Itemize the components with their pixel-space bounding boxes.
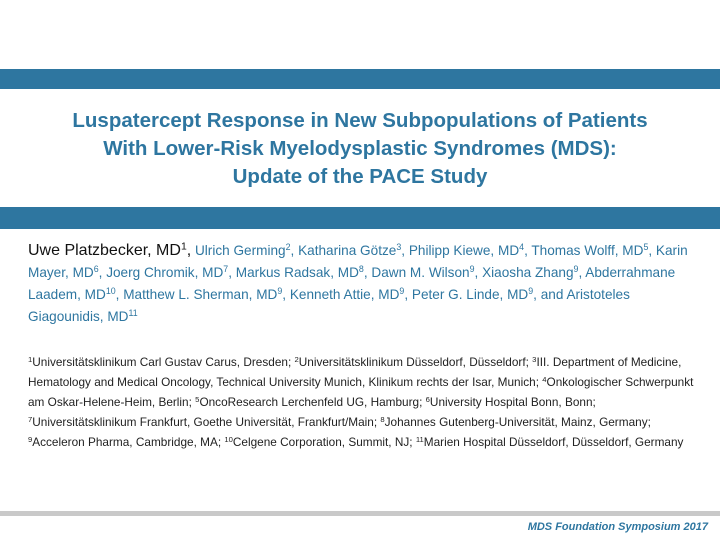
author-affiliation-ref: 7 (223, 264, 229, 275)
affiliation-number: 6 (425, 394, 430, 404)
author-name: Katharina Götze (298, 243, 397, 258)
author-name: Karin Mayer, MD (28, 243, 688, 280)
affiliation-text: OncoResearch Lerchenfeld UG, Hamburg; (199, 395, 426, 409)
author-affiliation-ref: 2 (285, 242, 291, 253)
top-banner-bar (0, 69, 720, 89)
affiliation-number: 10 (224, 434, 233, 444)
affiliation-text: Universitätsklinikum Frankfurt, Goethe Universität, Frankfurt/Main; (32, 415, 381, 429)
affiliation-number: 2 (294, 354, 299, 364)
title-line-1: Luspatercept Response in New Subpopulations of Patients (72, 109, 648, 132)
author-name: Markus Radsak, MD (235, 265, 359, 280)
author-affiliation-ref: 11 (128, 308, 138, 319)
coauthor-list: Ulrich Germing$^2$, Katharina Götze$^3$, Philipp Kiewe, $MD^4$, Thomas Wolff, $MD^5$, Karin Mayer, $MD^6$, Joerg Chromik, $MD^7$, Markus Radsak, $MD^8$, Dawn M. Wilson$^9$, Xiaosha Zhang$^9$, Abderrahmane Laadem, MD$^{10}$, Matthew L. Sherman, $MD^9$, Kenneth Attie, $MD^9$, Peter G. Linde, $MD^9$, and Aristoteles Giagounidis, MD$^{11}$ (28, 242, 688, 324)
title-line-3: Update of the PACE Study (232, 165, 488, 188)
slide-title (0, 107, 720, 191)
author-name: Joerg Chromik, MD (106, 265, 224, 280)
footer-divider (0, 511, 720, 516)
affiliation-text: Celgene Corporation, Summit, NJ; (232, 435, 416, 449)
affiliation-number: 5 (195, 394, 200, 404)
author-affiliation-ref: 9 (469, 264, 475, 275)
author-affiliation-ref: 10 (105, 286, 116, 297)
author-name: Dawn M. Wilson (371, 265, 470, 280)
author-name: Philipp Kiewe, MD (408, 243, 520, 258)
author-name: Peter G. Linde, MD (411, 287, 529, 302)
author-name: Thomas Wolff, MD (531, 243, 644, 258)
affiliation-text: University Hospital Bonn, Bonn; (429, 395, 596, 409)
author-affiliation-ref: 5 (643, 242, 649, 253)
author-name: Matthew L. Sherman, MD (123, 287, 278, 302)
affiliation-list (28, 352, 698, 452)
affiliation-text: III. Department of Medicine, Hematology and Medical Oncology, Technical University Munich, Klinikum rechts der Isar, Munich; (28, 355, 682, 389)
author-affiliation-ref: 4 (519, 242, 525, 253)
author-name: Ulrich Germing (194, 243, 286, 258)
author-name: Aristoteles Giagounidis, MD (28, 287, 630, 324)
author-affiliation-ref: 9 (277, 286, 283, 297)
affiliation-number: 9 (28, 434, 33, 444)
affiliation-text: Universitätsklinikum Carl Gustav Carus, Dresden; (32, 355, 295, 369)
middle-banner-bar (0, 207, 720, 229)
footer-conference: MDS Foundation Symposium 2017 (527, 521, 708, 533)
author-name: Abderrahmane Laadem, MD (28, 265, 676, 302)
author-affiliation-ref: 9 (399, 286, 405, 297)
author-affiliation-ref: 3 (396, 242, 402, 253)
affiliation-number: 7 (28, 414, 33, 424)
affiliation-number: 1 (28, 354, 33, 364)
affiliation-number: 3 (532, 354, 537, 364)
affiliation-number: 11 (415, 434, 424, 444)
author-affiliation-ref: 9 (528, 286, 534, 297)
author-affiliation-ref: 8 (358, 264, 364, 275)
author-name: Xiaosha Zhang (482, 265, 574, 280)
affiliation-text: Johannes Gutenberg-Universität, Mainz, Germany; (384, 415, 651, 429)
affiliation-text: Marien Hospital Düsseldorf, Düsseldorf, Germany (423, 435, 684, 449)
author-list (28, 240, 698, 328)
author-affiliation-ref: 6 (93, 264, 99, 275)
presenter-name: Uwe Platzbecker, $MD^1$, (28, 241, 192, 259)
affiliation-text: Acceleron Pharma, Cambridge, MA; (32, 435, 225, 449)
affiliation-number: 4 (542, 374, 547, 384)
title-line-2: With Lower-Risk Myelodysplastic Syndromes (MDS): (103, 137, 617, 160)
author-affiliation-ref: 9 (573, 264, 579, 275)
affiliation-number: 8 (380, 414, 385, 424)
affiliation-text: Universitätsklinikum Düsseldorf, Düsseldorf; (298, 355, 533, 369)
author-name: Kenneth Attie, MD (289, 287, 400, 302)
affiliation-text: Onkologischer Schwerpunkt am Oskar-Helene-Heim, Berlin; (28, 375, 694, 409)
